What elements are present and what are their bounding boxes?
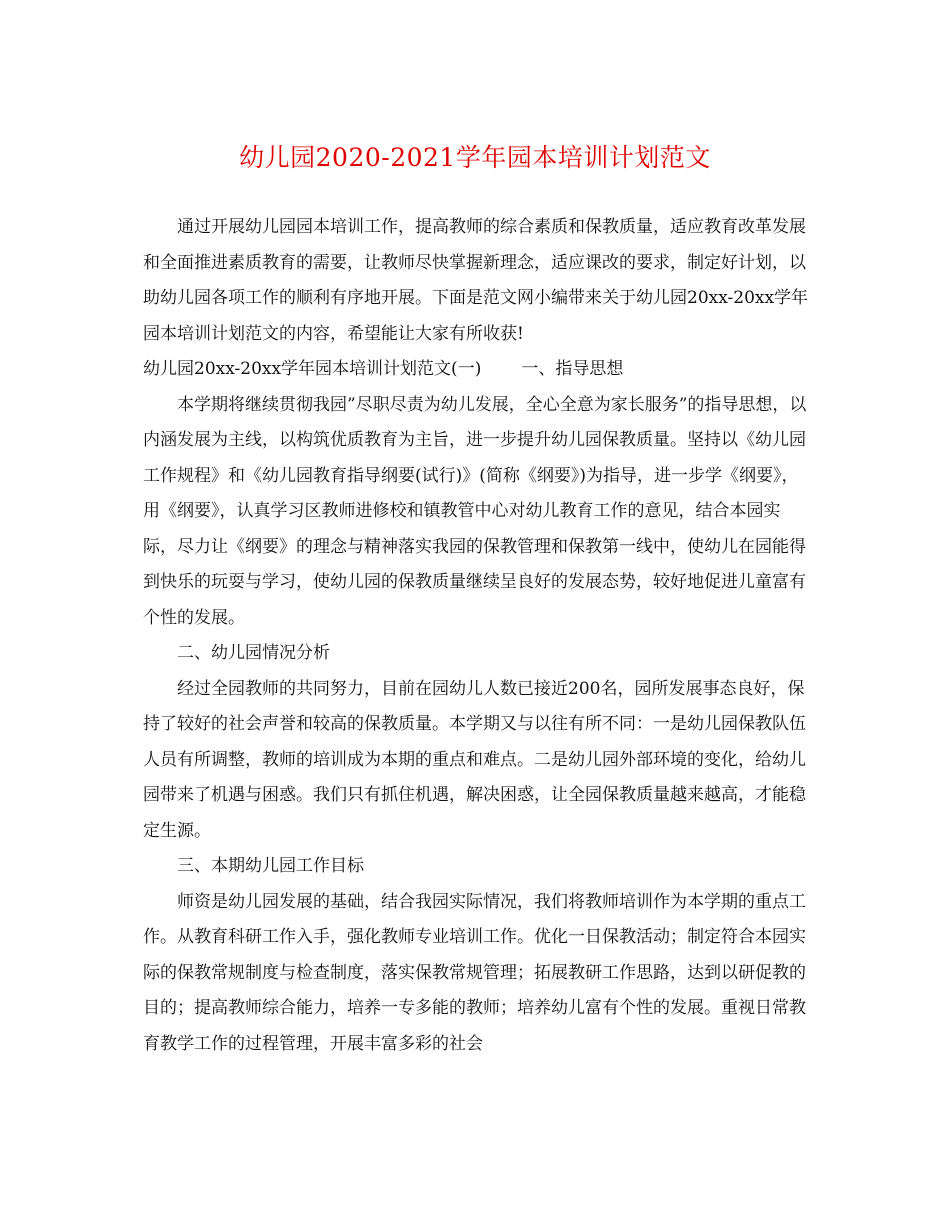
sub-title: 幼儿园20xx-20xx学年园本培训计划范文(一) <box>143 359 482 379</box>
section2-paragraph: 经过全园教师的共同努力，目前在园幼儿人数已接近200名，园所发展事态良好，保持了较好的社会声誉和较高的保教质量。本学期又与以往有所不同：一是幼儿园保教队伍人员有所调整，教师的培训成为本期的重点和难点。二是幼儿园外部环境的变化，给幼儿园带来了机遇与困惑。我们只有抓住机遇，解决困惑，让全园保教质量越来越高，才能稳定生源。 <box>143 678 806 841</box>
section3-paragraph: 师资是幼儿园发展的基础，结合我园实际情况，我们将教师培训作为本学期的重点工作。从教育科研工作入手，强化教师专业培训工作。优化一日保教活动；制定符合本园实际的保教常规制度与检查制度，落实保教常规管理；拓展教研工作思路，达到以研促教的目的；提高教师综合能力，培养一专多能的教师；培养幼儿富有个性的发展。重视日常教育教学工作的过程管理，开展丰富多彩的社会 <box>143 891 806 1054</box>
sub-title-line <box>143 352 813 388</box>
intro-paragraph: 通过开展幼儿园园本培训工作，提高教师的综合素质和保教质量，适应教育改革发展和全面推进素质教育的需要，让教师尽快掌握新理念，适应课改的要求，制定好计划，以助幼儿园各项工作的顺利有序地开展。下面是范文网小编带来关于幼儿园20xx-20xx学年园本培训计划范文的内容，希望能让大家有所收获! <box>143 217 809 344</box>
section2-heading: 二、幼儿园情况分析 <box>177 643 330 663</box>
document-title: 幼儿园2020-2021学年园本培训计划范文 <box>239 143 711 172</box>
document-body <box>143 210 813 1062</box>
section1-paragraph: 本学期将继续贯彻我园”尽职尽责为幼儿发展，全心全意为家长服务”的指导思想，以内涵发展为主线，以构筑优质教育为主旨，进一步提升幼儿园保教质量。坚持以《幼儿园工作规程》和《幼儿园教育指导纲要(试行)》(简称《纲要》)为指导，进一步学《纲要》，用《纲要》，认真学习区教师进修校和镇教管中心对幼儿教育工作的意见，结合本园实际，尽力让《纲要》的理念与精神落实我园的保教管理和保教第一线中，使幼儿在园能得到快乐的玩耍与学习，使幼儿园的保教质量继续呈良好的发展态势，较好地促进儿童富有个性的发展。 <box>143 394 807 628</box>
section3-heading: 三、本期幼儿园工作目标 <box>177 856 364 876</box>
section1-heading: 一、指导思想 <box>521 359 624 379</box>
